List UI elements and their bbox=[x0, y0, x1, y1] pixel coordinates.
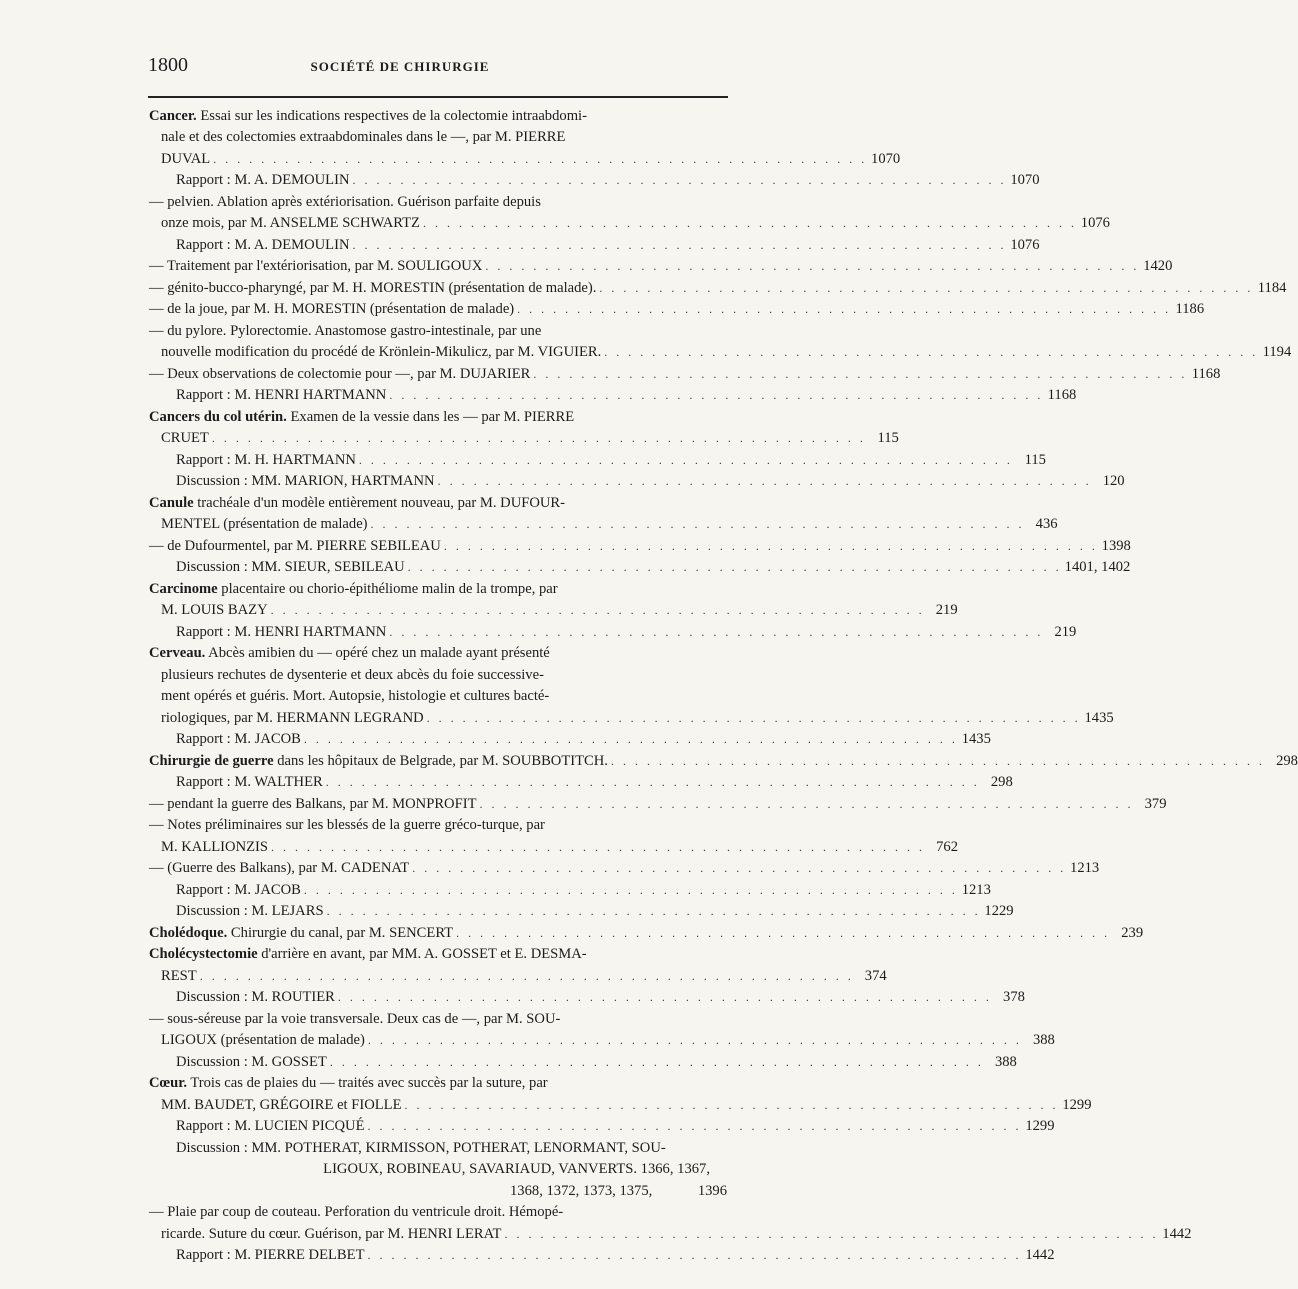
dot-leader: . . . . . . . . . . . . . . . . . . . . . . . . . . . . . . . . . . . . . . . . . . . . . . . . . . . . . . . bbox=[367, 1119, 1022, 1133]
page-reference: 1435 bbox=[961, 731, 991, 747]
dot-leader: . . . . . . . . . . . . . . . . . . . . . . . . . . . . . . . . . . . . . . . . . . . . . . . . . . . . . . . bbox=[456, 926, 1111, 940]
entry-text bbox=[176, 880, 301, 900]
index-line bbox=[161, 1224, 1192, 1244]
index-line bbox=[149, 858, 1100, 878]
entry-body: ricarde. Suture du cœur. Guérison, par M. HENRI LERAT bbox=[161, 1226, 502, 1242]
entry-text bbox=[176, 1138, 666, 1158]
page-reference: 1070 bbox=[1010, 172, 1040, 188]
dot-leader: . . . . . . . . . . . . . . . . . . . . . . . . . . . . . . . . . . . . . . . . . . . . . . . . . . . . . . . bbox=[610, 754, 1265, 768]
running-title: SOCIÉTÉ DE CHIRURGIE bbox=[310, 59, 490, 74]
index-line bbox=[161, 213, 1110, 233]
entry-body: Rapport : M. PIERRE DELBET bbox=[176, 1247, 365, 1263]
index-line bbox=[149, 299, 1205, 319]
page-reference: 1213 bbox=[1070, 860, 1100, 876]
entry-body: Essai sur les indications respectives de la colectomie intraabdomi- bbox=[196, 108, 587, 124]
entry-text bbox=[161, 428, 209, 448]
entry-body: Rapport : M. HENRI HARTMANN bbox=[176, 387, 387, 403]
entry-text bbox=[176, 235, 350, 255]
page-reference: 1396 bbox=[697, 1183, 727, 1199]
page-reference: 1168 bbox=[1047, 387, 1077, 403]
entry-body: — Notes préliminaires sur les blessés de la guerre gréco-turque, par bbox=[149, 817, 545, 833]
index-line bbox=[176, 471, 1125, 491]
entry-body: — pelvien. Ablation après extériorisation. Guérison parfaite depuis bbox=[149, 194, 541, 210]
dot-leader: . . . . . . . . . . . . . . . . . . . . . . . . . . . . . . . . . . . . . . . . . . . . . . . . . . . . . . . bbox=[271, 840, 926, 854]
entry-body: Examen de la vessie dans les — par M. PIERRE bbox=[286, 409, 575, 425]
page-reference: 1194 bbox=[1262, 344, 1292, 360]
entry-text bbox=[149, 256, 482, 276]
entry-body: Discussion : MM. SIEUR, SEBILEAU bbox=[176, 559, 405, 575]
page-reference: 1299 bbox=[1025, 1118, 1055, 1134]
entry-text bbox=[161, 600, 268, 620]
page-reference: 298 bbox=[990, 774, 1013, 790]
page-reference: 219 bbox=[1054, 624, 1077, 640]
entry-text bbox=[149, 278, 596, 298]
entry-text bbox=[149, 815, 545, 835]
entry-text bbox=[161, 149, 210, 169]
dot-leader: . . . . . . . . . . . . . . . . . . . . . . . . . . . . . . . . . . . . . . . . . . . . . . . . . . . . . . . bbox=[485, 259, 1140, 273]
index-line bbox=[149, 751, 1298, 771]
entry-body: DUVAL bbox=[161, 151, 211, 167]
index-line bbox=[176, 170, 1040, 190]
entry-body: Discussion : M. GOSSET bbox=[176, 1054, 327, 1070]
page-reference: 1076 bbox=[1010, 237, 1040, 253]
index-line bbox=[161, 127, 727, 147]
dot-leader: . . . . . . . . . . . . . . . . . . . . . . . . . . . . . . . . . . . . . . . . . . . . . . . . . . . . . . . bbox=[389, 388, 1044, 402]
entry-text bbox=[149, 944, 587, 964]
index-line bbox=[149, 794, 1167, 814]
page-reference: 1186 bbox=[1175, 301, 1205, 317]
entry-text bbox=[149, 1202, 563, 1222]
index-line bbox=[176, 1052, 1017, 1072]
entry-body: — du pylore. Pylorectomie. Anastomose gastro-intestinale, par une bbox=[149, 323, 542, 339]
entry-body: — pendant la guerre des Balkans, par M. MONPROFIT bbox=[149, 796, 477, 812]
page-reference: 1076 bbox=[1080, 215, 1110, 231]
page-reference: 1435 bbox=[1084, 710, 1114, 726]
entry-body: Rapport : M. JACOB bbox=[176, 882, 301, 898]
dot-leader: . . . . . . . . . . . . . . . . . . . . . . . . . . . . . . . . . . . . . . . . . . . . . . . . . . . . . . . bbox=[533, 367, 1188, 381]
entry-text bbox=[149, 1009, 560, 1029]
entry-text bbox=[161, 213, 420, 233]
dot-leader: . . . . . . . . . . . . . . . . . . . . . . . . . . . . . . . . . . . . . . . . . . . . . . . . . . . . . . . bbox=[303, 883, 958, 897]
index-line bbox=[176, 987, 1025, 1007]
index-line bbox=[176, 622, 1077, 642]
entry-body: REST bbox=[161, 968, 197, 984]
entry-text bbox=[161, 514, 368, 534]
entry-text bbox=[510, 1181, 652, 1201]
entry-body: plusieurs rechutes de dysenterie et deux abcès du foie successive- bbox=[161, 667, 544, 683]
page-reference: 1229 bbox=[984, 903, 1014, 919]
dot-leader: . . . . . . . . . . . . . . . . . . . . . . . . . . . . . . . . . . . . . . . . . . . . . . . . . . . . . . . bbox=[604, 345, 1259, 359]
index-line bbox=[149, 536, 1131, 556]
entry-text bbox=[161, 708, 424, 728]
entry-body: ment opérés et guéris. Mort. Autopsie, histologie et cultures bacté- bbox=[161, 688, 550, 704]
dot-leader: . . . . . . . . . . . . . . . . . . . . . . . . . . . . . . . . . . . . . . . . . . . . . . . . . . . . . . . bbox=[337, 990, 992, 1004]
index-line bbox=[161, 708, 1114, 728]
dot-leader: . . . . . . . . . . . . . . . . . . . . . . . . . . . . . . . . . . . . . . . . . . . . . . . . . . . . . . . bbox=[437, 474, 1092, 488]
entry-body: — de Dufourmentel, par M. PIERRE SEBILEAU bbox=[149, 538, 441, 554]
entry-body: Rapport : M. A. DEMOULIN bbox=[176, 172, 350, 188]
entry-body: LIGOUX (présentation de malade) bbox=[161, 1032, 365, 1048]
entry-heading: Carcinome bbox=[149, 581, 218, 597]
index-line bbox=[149, 923, 1144, 943]
page-reference: 1398 bbox=[1101, 538, 1131, 554]
entry-body: nale et des colectomies extraabdominales dans le —, par M. PIERRE bbox=[161, 129, 566, 145]
dot-leader: . . . . . . . . . . . . . . . . . . . . . . . . . . . . . . . . . . . . . . . . . . . . . . . . . . . . . . . bbox=[479, 797, 1134, 811]
entry-body: trachéale d'un modèle entièrement nouveau, par M. DUFOUR- bbox=[193, 495, 566, 511]
dot-leader: . . . . . . . . . . . . . . . . . . . . . . . . . . . . . . . . . . . . . . . . . . . . . . . . . . . . . . . bbox=[352, 238, 1007, 252]
entry-body: Chirurgie du canal, par M. SENCERT bbox=[227, 925, 454, 941]
entry-text bbox=[161, 686, 549, 706]
index-line bbox=[149, 407, 727, 427]
dot-leader: . . . . . . . . . . . . . . . . . . . . . . . . . . . . . . . . . . . . . . . . . . . . . . . . . . . . . . . bbox=[199, 969, 854, 983]
dot-leader: . . . . . . . . . . . . . . . . . . . . . . . . . . . . . . . . . . . . . . . . . . . . . . . . . . . . . . . bbox=[325, 775, 980, 789]
entry-body: placentaire ou chorio-épithéliome malin de la trompe, par bbox=[217, 581, 558, 597]
entry-body: — de la joue, par M. H. MORESTIN (présentation de malade) bbox=[149, 301, 515, 317]
dot-leader: . . . . . . . . . . . . . . . . . . . . . . . . . . . . . . . . . . . . . . . . . . . . . . . . . . . . . . . bbox=[599, 281, 1254, 295]
page-reference: 1401, 1402 bbox=[1064, 559, 1131, 575]
entry-body: MM. BAUDET, GRÉGOIRE et FIOLLE bbox=[161, 1097, 402, 1113]
entry-body: MENTEL (présentation de malade) bbox=[161, 516, 368, 532]
page-reference: 1184 bbox=[1257, 280, 1287, 296]
page-reference: 1299 bbox=[1062, 1097, 1092, 1113]
dot-leader: . . . . . . . . . . . . . . . . . . . . . . . . . . . . . . . . . . . . . . . . . . . . . . . . . . . . . . . bbox=[211, 431, 866, 445]
entry-text bbox=[149, 536, 441, 556]
entry-heading: Cholédoque. bbox=[149, 925, 228, 941]
index-line bbox=[176, 1245, 1055, 1265]
entry-text bbox=[161, 127, 565, 147]
entry-body: Abcès amibien du — opéré chez un malade ayant présenté bbox=[205, 645, 550, 661]
entry-text bbox=[149, 364, 530, 384]
entry-body: Rapport : M. H. HARTMANN bbox=[176, 452, 356, 468]
entry-text bbox=[176, 170, 350, 190]
dot-leader: . . . . . . . . . . . . . . . . . . . . . . . . . . . . . . . . . . . . . . . . . . . . . . . . . . . . . . . bbox=[329, 1055, 984, 1069]
page-reference: 1420 bbox=[1143, 258, 1173, 274]
index-line bbox=[161, 966, 887, 986]
index-line bbox=[161, 149, 901, 169]
index-line bbox=[161, 665, 727, 685]
entry-text bbox=[161, 1224, 501, 1244]
index-line bbox=[176, 450, 1046, 470]
dot-leader: . . . . . . . . . . . . . . . . . . . . . . . . . . . . . . . . . . . . . . . . . . . . . . . . . . . . . . . bbox=[213, 152, 868, 166]
entry-body: — (Guerre des Balkans), par M. CADENAT bbox=[149, 860, 410, 876]
entry-text bbox=[161, 342, 601, 362]
page-reference: 374 bbox=[864, 968, 887, 984]
dot-leader: . . . . . . . . . . . . . . . . . . . . . . . . . . . . . . . . . . . . . . . . . . . . . . . . . . . . . . . bbox=[367, 1033, 1022, 1047]
entry-body: riologiques, par M. HERMANN LEGRAND bbox=[161, 710, 424, 726]
dot-leader: . . . . . . . . . . . . . . . . . . . . . . . . . . . . . . . . . . . . . . . . . . . . . . . . . . . . . . . bbox=[426, 711, 1081, 725]
index-line bbox=[149, 944, 727, 964]
page-reference: 388 bbox=[994, 1054, 1017, 1070]
index-line bbox=[176, 901, 1014, 921]
page-reference: 239 bbox=[1121, 925, 1144, 941]
dot-leader: . . . . . . . . . . . . . . . . . . . . . . . . . . . . . . . . . . . . . . . . . . . . . . . . . . . . . . . bbox=[352, 173, 1007, 187]
entry-heading: Cancers du col utérin. bbox=[149, 409, 287, 425]
page-reference: 115 bbox=[1024, 452, 1046, 468]
index-line bbox=[176, 880, 991, 900]
entry-text bbox=[149, 192, 541, 212]
page-reference: 1168 bbox=[1191, 366, 1221, 382]
entry-body: — Traitement par l'extériorisation, par M. SOULIGOUX bbox=[149, 258, 483, 274]
index-line bbox=[149, 364, 1221, 384]
entry-text bbox=[161, 966, 197, 986]
entry-heading: Cœur. bbox=[149, 1075, 187, 1091]
entry-body: dans les hôpitaux de Belgrade, par M. SOUBBOTITCH. bbox=[273, 753, 608, 769]
index-line bbox=[149, 1202, 727, 1222]
page-reference: 1442 bbox=[1025, 1247, 1055, 1263]
index-line bbox=[161, 837, 959, 857]
page-reference: 388 bbox=[1032, 1032, 1055, 1048]
entry-text bbox=[149, 1073, 548, 1093]
entry-body: Rapport : M. WALTHER bbox=[176, 774, 323, 790]
entry-text bbox=[149, 106, 587, 126]
entry-text bbox=[149, 321, 541, 341]
index-line bbox=[149, 579, 727, 599]
entry-body: d'arrière en avant, par MM. A. GOSSET et E. DESMA- bbox=[257, 946, 587, 962]
entry-heading: Cerveau. bbox=[149, 645, 206, 661]
index-line bbox=[149, 1009, 727, 1029]
entry-heading: Chirurgie de guerre bbox=[149, 753, 274, 769]
entry-text bbox=[176, 1052, 327, 1072]
dot-leader: . . . . . . . . . . . . . . . . . . . . . . . . . . . . . . . . . . . . . . . . . . . . . . . . . . . . . . . bbox=[389, 625, 1044, 639]
entry-text bbox=[149, 493, 565, 513]
index-line bbox=[161, 686, 727, 706]
index-line bbox=[149, 278, 1287, 298]
index-line bbox=[176, 1116, 1055, 1136]
entry-body: Discussion : M. LEJARS bbox=[176, 903, 324, 919]
entry-text bbox=[176, 729, 301, 749]
entry-text bbox=[149, 923, 453, 943]
entry-text bbox=[176, 1116, 365, 1136]
index-line bbox=[323, 1159, 710, 1179]
entry-text bbox=[176, 622, 386, 642]
entry-text bbox=[149, 299, 514, 319]
entry-text bbox=[149, 751, 608, 771]
dot-leader: . . . . . . . . . . . . . . . . . . . . . . . . . . . . . . . . . . . . . . . . . . . . . . . . . . . . . . . bbox=[422, 216, 1077, 230]
entry-text bbox=[161, 837, 268, 857]
dot-leader: . . . . . . . . . . . . . . . . . . . . . . . . . . . . . . . . . . . . . . . . . . . . . . . . . . . . . . . bbox=[407, 560, 1062, 574]
entry-text bbox=[149, 858, 409, 878]
entry-text bbox=[176, 772, 323, 792]
entry-heading: Canule bbox=[149, 495, 194, 511]
index-line bbox=[149, 643, 727, 663]
entry-body: CRUET bbox=[161, 430, 209, 446]
entry-body: onze mois, par M. ANSELME SCHWARTZ bbox=[161, 215, 420, 231]
page-number: 1800 bbox=[148, 54, 188, 76]
page-reference: 1070 bbox=[871, 151, 901, 167]
entry-body: Rapport : M. JACOB bbox=[176, 731, 301, 747]
index-line bbox=[176, 1138, 727, 1158]
page-reference: 762 bbox=[936, 839, 959, 855]
entry-heading: Cholécystectomie bbox=[149, 946, 258, 962]
entry-text bbox=[176, 557, 405, 577]
page-reference: 219 bbox=[935, 602, 958, 618]
index-line bbox=[149, 1073, 727, 1093]
entry-body: Discussion : MM. MARION, HARTMANN bbox=[176, 473, 435, 489]
entry-text bbox=[176, 901, 324, 921]
page-reference: 120 bbox=[1102, 473, 1125, 489]
entry-body: 1368, 1372, 1373, 1375, bbox=[510, 1183, 653, 1199]
entry-body: Trois cas de plaies du — traités avec succès par la suture, par bbox=[186, 1075, 548, 1091]
index-line bbox=[176, 385, 1077, 405]
entry-body: Discussion : MM. POTHERAT, KIRMISSON, POTHERAT, LENORMANT, SOU- bbox=[176, 1140, 666, 1156]
dot-leader: . . . . . . . . . . . . . . . . . . . . . . . . . . . . . . . . . . . . . . . . . . . . . . . . . . . . . . . bbox=[370, 517, 1025, 531]
index-line bbox=[149, 106, 727, 126]
entry-body: LIGOUX, ROBINEAU, SAVARIAUD, VANVERTS. 1366, 1367, bbox=[323, 1161, 710, 1177]
entry-heading: Cancer. bbox=[149, 108, 197, 124]
index-line bbox=[149, 815, 727, 835]
index-line bbox=[176, 772, 1013, 792]
entry-body: Rapport : M. LUCIEN PICQUÉ bbox=[176, 1118, 365, 1134]
entry-text bbox=[149, 579, 558, 599]
entry-body: M. KALLIONZIS bbox=[161, 839, 269, 855]
entry-body: nouvelle modification du procédé de Krönlein-Mikulicz, par M. VIGUIER. bbox=[161, 344, 602, 360]
entry-body: Rapport : M. A. DEMOULIN bbox=[176, 237, 350, 253]
dot-leader: . . . . . . . . . . . . . . . . . . . . . . . . . . . . . . . . . . . . . . . . . . . . . . . . . . . . . . . bbox=[367, 1248, 1022, 1262]
entry-text bbox=[161, 1095, 402, 1115]
index-line bbox=[176, 235, 1040, 255]
index-line bbox=[161, 514, 1058, 534]
entry-body: — Deux observations de colectomie pour —, par M. DUJARIER bbox=[149, 366, 531, 382]
entry-text bbox=[149, 794, 477, 814]
entry-text bbox=[161, 665, 544, 685]
entry-text bbox=[176, 987, 335, 1007]
entry-body: — Plaie par coup de couteau. Perforation du ventricule droit. Hémopé- bbox=[149, 1204, 564, 1220]
page-reference: 298 bbox=[1276, 753, 1298, 769]
index-line bbox=[176, 729, 991, 749]
entry-body: Discussion : M. ROUTIER bbox=[176, 989, 335, 1005]
dot-leader: . . . . . . . . . . . . . . . . . . . . . . . . . . . . . . . . . . . . . . . . . . . . . . . . . . . . . . . bbox=[326, 904, 981, 918]
entry-body: — sous-séreuse par la voie transversale. Deux cas de —, par M. SOU- bbox=[149, 1011, 561, 1027]
index-line bbox=[176, 557, 1131, 577]
page-reference: 1213 bbox=[961, 882, 991, 898]
index-line bbox=[161, 342, 1292, 362]
dot-leader: . . . . . . . . . . . . . . . . . . . . . . . . . . . . . . . . . . . . . . . . . . . . . . . . . . . . . . . bbox=[504, 1227, 1159, 1241]
entry-text bbox=[176, 385, 386, 405]
dot-leader: . . . . . . . . . . . . . . . . . . . . . . . . . . . . . . . . . . . . . . . . . . . . . . . . . . . . . . . bbox=[443, 539, 1098, 553]
index-line bbox=[161, 600, 958, 620]
entry-text bbox=[149, 407, 574, 427]
entry-text bbox=[176, 1245, 365, 1265]
dot-leader: . . . . . . . . . . . . . . . . . . . . . . . . . . . . . . . . . . . . . . . . . . . . . . . . . . . . . . . bbox=[303, 732, 958, 746]
entry-body: M. LOUIS BAZY bbox=[161, 602, 268, 618]
page-reference: 378 bbox=[1003, 989, 1025, 1005]
index-line bbox=[161, 1095, 1092, 1115]
entry-text bbox=[323, 1159, 710, 1179]
entry-text bbox=[176, 471, 435, 491]
index-line bbox=[149, 321, 727, 341]
index-line bbox=[149, 192, 727, 212]
index-line bbox=[161, 428, 899, 448]
index-line bbox=[149, 493, 727, 513]
page-reference: 379 bbox=[1144, 796, 1167, 812]
dot-leader: . . . . . . . . . . . . . . . . . . . . . . . . . . . . . . . . . . . . . . . . . . . . . . . . . . . . . . . bbox=[358, 453, 1013, 467]
page-reference: 115 bbox=[877, 430, 899, 446]
entry-body: Rapport : M. HENRI HARTMANN bbox=[176, 624, 387, 640]
dot-leader: . . . . . . . . . . . . . . . . . . . . . . . . . . . . . . . . . . . . . . . . . . . . . . . . . . . . . . . bbox=[270, 603, 925, 617]
entry-body: — génito-bucco-pharyngé, par M. H. MORESTIN (présentation de malade). bbox=[149, 280, 597, 296]
index-line bbox=[161, 1030, 1055, 1050]
dot-leader: . . . . . . . . . . . . . . . . . . . . . . . . . . . . . . . . . . . . . . . . . . . . . . . . . . . . . . . bbox=[517, 302, 1172, 316]
entry-text bbox=[161, 1030, 365, 1050]
entry-text bbox=[149, 643, 550, 663]
index-line bbox=[510, 1181, 727, 1201]
entry-text bbox=[176, 450, 356, 470]
page-reference: 1442 bbox=[1162, 1226, 1192, 1242]
dot-leader: . . . . . . . . . . . . . . . . . . . . . . . . . . . . . . . . . . . . . . . . . . . . . . . . . . . . . . . bbox=[412, 861, 1067, 875]
dot-leader: . . . . . . . . . . . . . . . . . . . . . . . . . . . . . . . . . . . . . . . . . . . . . . . . . . . . . . . bbox=[404, 1098, 1059, 1112]
index-line bbox=[149, 256, 1173, 276]
page-reference: 436 bbox=[1035, 516, 1058, 532]
